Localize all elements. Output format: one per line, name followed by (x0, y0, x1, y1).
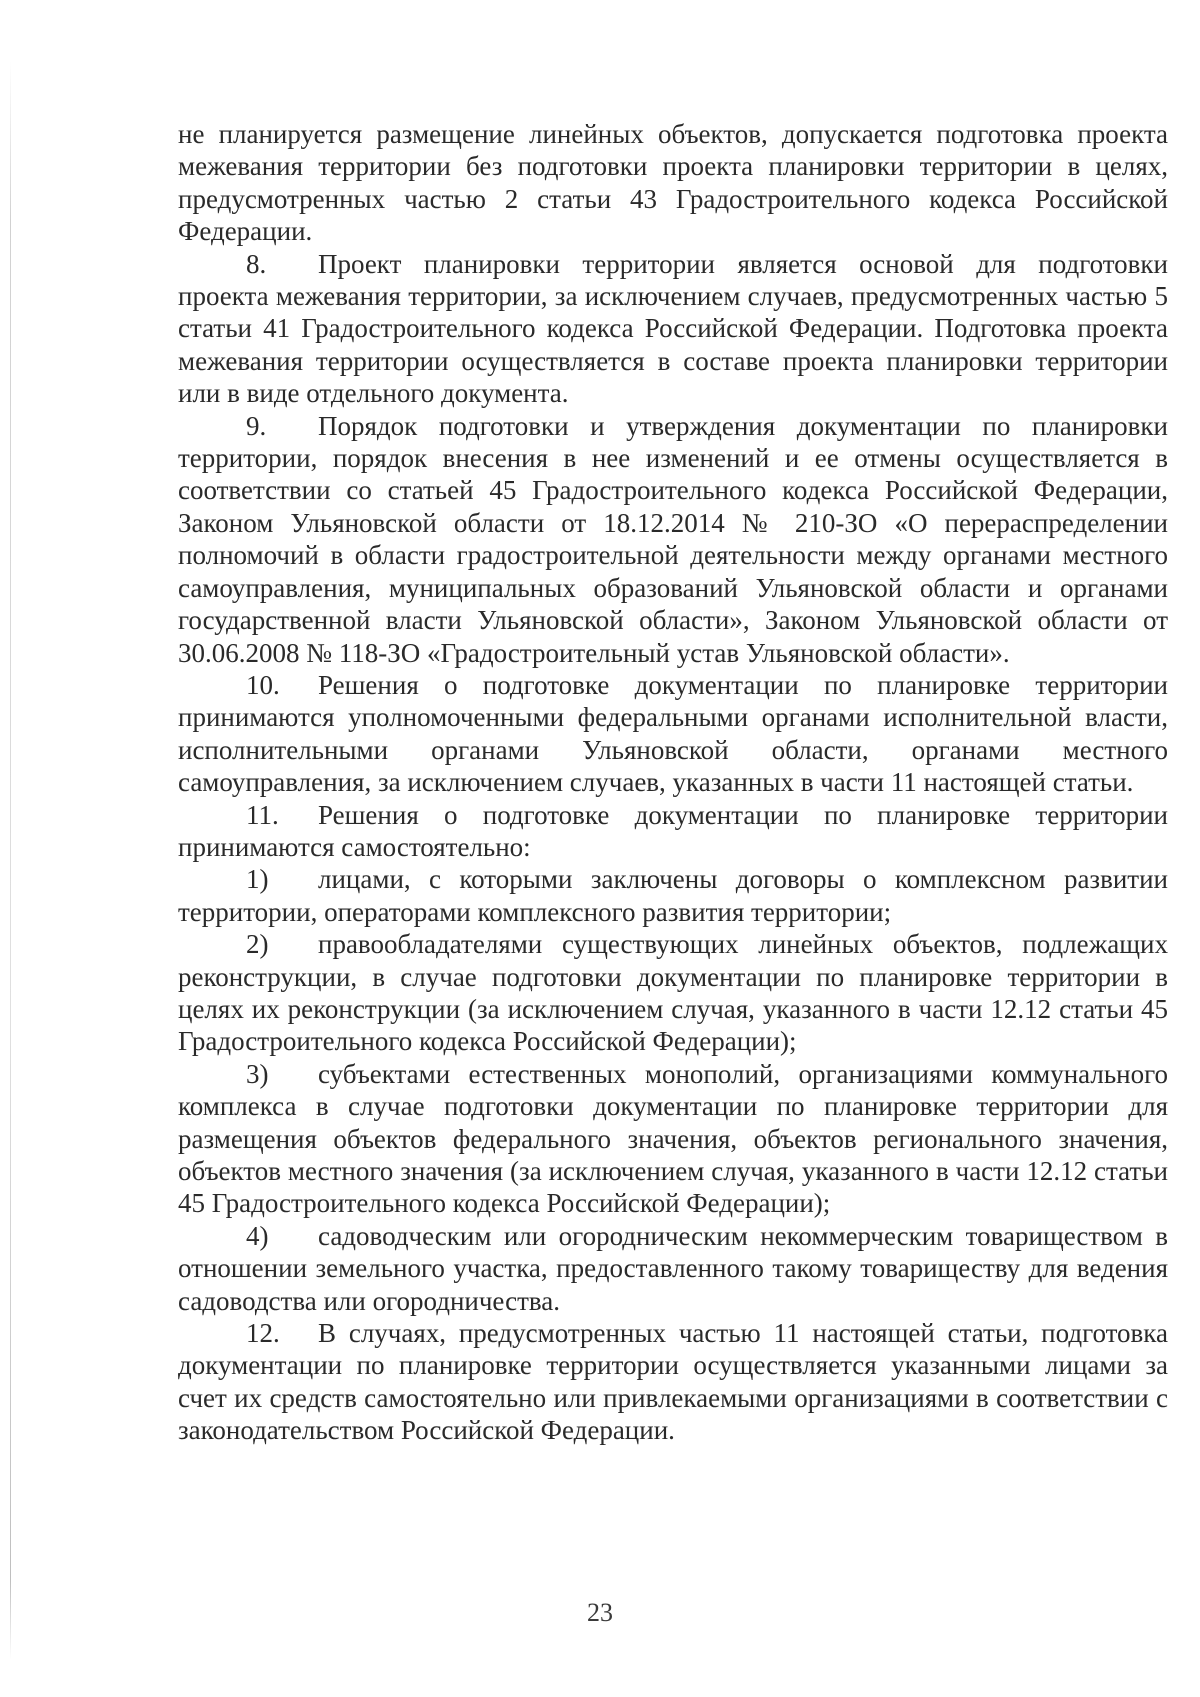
list-item-text: правообладателями существующих линейных объектов, подлежащих реконструкции, в случае подготовки документации по планировке территории в целях их реконструкции (за исключением случая, указанного в части 12.12 статьи 45 Градостроительного кодекса Российской Федерации); (178, 929, 1168, 1057)
paragraph-number: 12. (246, 1318, 280, 1349)
list-item-2 (178, 928, 1168, 1058)
paragraph-8 (178, 248, 1168, 410)
paragraph-text: Порядок подготовки и утверждения документации по планировки территории, порядок внесения в нее изменений и ее отмены осуществляется в соответствии со статьей 45 Градостроительного кодекса Российской Федерации, Законом Ульяновской области от 18.12.2014 № 210-ЗО «О перераспределении полномочий в области градостроительной деятельности между органами местного самоуправления, муниципальных образований Ульяновской области и органами государственной власти Ульяновской области», Законом Ульяновской области от 30.06.2008 № 118-ЗО «Градостроительный устав Ульяновской области». (178, 410, 1168, 668)
document-page (178, 118, 1168, 1447)
paragraph-text: Решения о подготовке документации по планировке территории принимаются уполномоченными федеральными органами исполнительной власти, исполнительными органами Ульяновской области, органами местного самоуправления, за исключением случаев, указанных в части 11 настоящей статьи. (178, 669, 1168, 798)
list-item-number: 3) (246, 1058, 269, 1089)
list-item-number: 4) (246, 1220, 269, 1251)
list-item-text: субъектами естественных монополий, организациями коммунального комплекса в случае подготовки документации по планировке территории для размещения объектов федерального значения, объектов регионального значения, объектов местного значения (за исключением случая, указанного в части 12.12 статьи 45 Градостроительного кодекса Российской Федерации); (178, 1058, 1168, 1219)
list-item-text: садоводческим или огородническим некоммерческим товариществом в отношении земельного участка, предоставленного такому товариществу для ведения садоводства или огородничества. (178, 1220, 1168, 1316)
paragraph-12 (178, 1317, 1168, 1447)
paragraph-number: 11. (246, 799, 279, 830)
list-item-1 (178, 863, 1168, 928)
list-item-3 (178, 1058, 1168, 1220)
paragraph-text: Решения о подготовке документации по планировке территории принимаются самостоятельно: (178, 799, 1168, 862)
list-item-text: лицами, с которыми заключены договоры о комплексном развитии территории, операторами комплексного развития территории; (178, 864, 1168, 927)
paragraph-text: В случаях, предусмотренных частью 11 настоящей статьи, подготовка документации по планировке территории осуществляется указанными лицами за счет их средств самостоятельно или привлекаемыми организациями в соответствии с законодательством Российской Федерации. (178, 1318, 1168, 1446)
paragraph-number: 10. (246, 669, 280, 700)
page-number: 23 (587, 1598, 613, 1627)
list-item-number: 2) (246, 929, 269, 960)
list-item-4 (178, 1220, 1168, 1317)
paragraph-11 (178, 799, 1168, 864)
scan-edge-line (10, 60, 11, 1660)
paragraph-text: не планируется размещение линейных объектов, допускается подготовка проекта межевания территории без подготовки проекта планировки территории в целях, предусмотренных частью 2 статьи 43 Градостроительного кодекса Российской Федерации. (178, 119, 1168, 247)
paragraph-number: 8. (246, 248, 267, 279)
paragraph-number: 9. (246, 410, 267, 441)
paragraph-10 (178, 669, 1168, 799)
paragraph-continuation (178, 118, 1168, 248)
paragraph-text: Проект планировки территории является основой для подготовки проекта межевания территории, за исключением случаев, предусмотренных частью 5 статьи 41 Градостроительного кодекса Российской Федерации. Подготовка проекта межевания территории осуществляется в составе проекта планировки территории или в виде отдельного документа. (178, 248, 1168, 409)
list-item-number: 1) (246, 864, 269, 895)
paragraph-9 (178, 410, 1168, 669)
